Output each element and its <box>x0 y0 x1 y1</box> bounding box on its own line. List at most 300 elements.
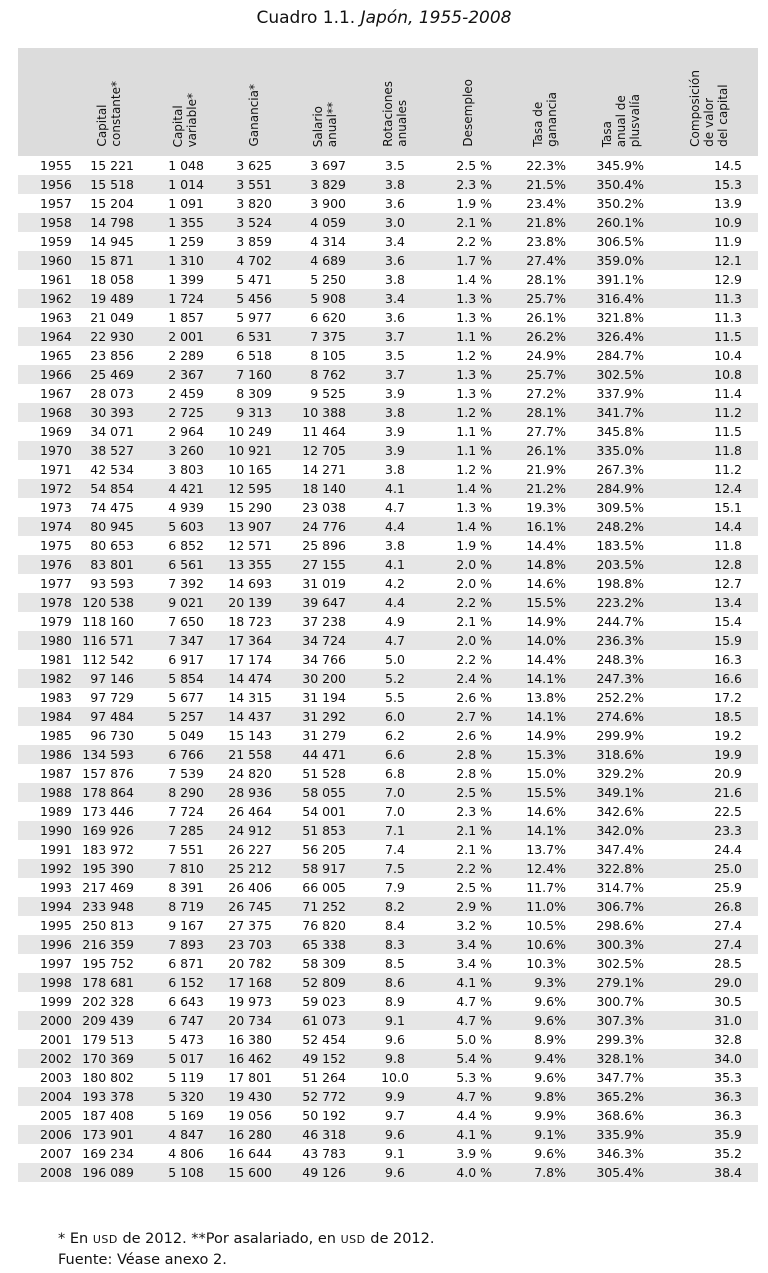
table-row <box>18 308 758 327</box>
table-cell: 14.8% <box>508 555 582 574</box>
column-header <box>288 48 362 156</box>
year-cell: 1976 <box>18 555 68 574</box>
table-cell: 4.0 % <box>428 1163 508 1182</box>
table-cell: 8.3 <box>362 935 428 954</box>
table-cell: 3 820 <box>220 194 288 213</box>
year-cell: 1997 <box>18 954 68 973</box>
table-cell: 93 593 <box>68 574 150 593</box>
table-cell: 4 806 <box>150 1144 220 1163</box>
table-row <box>18 517 758 536</box>
table-cell: 248.2% <box>582 517 660 536</box>
table-row <box>18 498 758 517</box>
table-cell: 1 724 <box>150 289 220 308</box>
table-cell: 4.1 % <box>428 1125 508 1144</box>
table-cell: 16.1% <box>508 517 582 536</box>
table-row <box>18 365 758 384</box>
column-header-label: Composición de valor del capital <box>688 70 730 147</box>
table-cell: 5 250 <box>288 270 362 289</box>
table-cell: 14.4 <box>660 517 758 536</box>
table-cell: 5 017 <box>150 1049 220 1068</box>
table-cell: 6 152 <box>150 973 220 992</box>
table-cell: 9 313 <box>220 403 288 422</box>
table-cell: 7 375 <box>288 327 362 346</box>
table-cell: 349.1% <box>582 783 660 802</box>
table-cell: 3 260 <box>150 441 220 460</box>
table-cell: 23 703 <box>220 935 288 954</box>
table-cell: 11.3 <box>660 308 758 327</box>
table-row <box>18 745 758 764</box>
table-cell: 14.9% <box>508 726 582 745</box>
year-cell: 1971 <box>18 460 68 479</box>
table-cell: 26 464 <box>220 802 288 821</box>
table-cell: 10 249 <box>220 422 288 441</box>
table-cell: 8.9% <box>508 1030 582 1049</box>
table-cell: 10 388 <box>288 403 362 422</box>
table-cell: 196 089 <box>68 1163 150 1182</box>
column-header-label: Capital variable* <box>171 92 199 147</box>
table-row <box>18 213 758 232</box>
table-cell: 3.5 <box>362 156 428 175</box>
table-cell: 6.8 <box>362 764 428 783</box>
table-cell: 19.2 <box>660 726 758 745</box>
table-cell: 391.1% <box>582 270 660 289</box>
table-cell: 3.5 <box>362 346 428 365</box>
table-cell: 51 264 <box>288 1068 362 1087</box>
table-cell: 195 390 <box>68 859 150 878</box>
table-cell: 9.6% <box>508 992 582 1011</box>
table-cell: 15.9 <box>660 631 758 650</box>
table-cell: 14.1% <box>508 669 582 688</box>
table-cell: 169 926 <box>68 821 150 840</box>
table-cell: 6 620 <box>288 308 362 327</box>
table-row <box>18 992 758 1011</box>
table-cell: 216 359 <box>68 935 150 954</box>
table-cell: 23.3 <box>660 821 758 840</box>
table-row <box>18 1068 758 1087</box>
table-cell: 46 318 <box>288 1125 362 1144</box>
table-cell: 11 464 <box>288 422 362 441</box>
table-cell: 195 752 <box>68 954 150 973</box>
table-cell: 83 801 <box>68 555 150 574</box>
column-header <box>18 48 68 156</box>
table-cell: 17 168 <box>220 973 288 992</box>
table-cell: 13.9 <box>660 194 758 213</box>
table-cell: 36.3 <box>660 1087 758 1106</box>
table-cell: 12.7 <box>660 574 758 593</box>
table-cell: 4.7 % <box>428 1087 508 1106</box>
table-cell: 250 813 <box>68 916 150 935</box>
table-cell: 368.6% <box>582 1106 660 1125</box>
table-cell: 7 650 <box>150 612 220 631</box>
table-row <box>18 403 758 422</box>
table-cell: 342.0% <box>582 821 660 840</box>
table-cell: 14.4% <box>508 536 582 555</box>
table-row <box>18 973 758 992</box>
table-cell: 2 367 <box>150 365 220 384</box>
footnote-source: Fuente: Véase anexo 2. <box>58 1252 227 1268</box>
table-cell: 217 469 <box>68 878 150 897</box>
table-cell: 244.7% <box>582 612 660 631</box>
caption-number: Cuadro 1.1. <box>256 8 356 28</box>
table-cell: 16.3 <box>660 650 758 669</box>
table-cell: 9 167 <box>150 916 220 935</box>
table-cell: 52 809 <box>288 973 362 992</box>
column-header <box>220 48 288 156</box>
table-cell: 14 437 <box>220 707 288 726</box>
table-cell: 34 724 <box>288 631 362 650</box>
table-cell: 2.6 % <box>428 688 508 707</box>
table-cell: 3.4 <box>362 289 428 308</box>
table-cell: 1.3 % <box>428 289 508 308</box>
table-cell: 10.3% <box>508 954 582 973</box>
table-cell: 20 139 <box>220 593 288 612</box>
table-cell: 13.4 <box>660 593 758 612</box>
table-row <box>18 878 758 897</box>
table-cell: 28.1% <box>508 270 582 289</box>
table-row <box>18 650 758 669</box>
table-cell: 2.9 % <box>428 897 508 916</box>
table-cell: 7.4 <box>362 840 428 859</box>
table-cell: 306.7% <box>582 897 660 916</box>
column-header-label: Tasa de ganancia <box>531 92 559 147</box>
table-cell: 13.7% <box>508 840 582 859</box>
year-cell: 1957 <box>18 194 68 213</box>
table-cell: 19 973 <box>220 992 288 1011</box>
year-cell: 1986 <box>18 745 68 764</box>
table-row <box>18 593 758 612</box>
table-cell: 260.1% <box>582 213 660 232</box>
year-cell: 2002 <box>18 1049 68 1068</box>
table-row <box>18 479 758 498</box>
table-cell: 178 864 <box>68 783 150 802</box>
table-cell: 8 719 <box>150 897 220 916</box>
year-cell: 2006 <box>18 1125 68 1144</box>
table-cell: 18.5 <box>660 707 758 726</box>
table-cell: 3.4 <box>362 232 428 251</box>
table-cell: 5 471 <box>220 270 288 289</box>
table-cell: 9.4% <box>508 1049 582 1068</box>
table-cell: 1.3 % <box>428 365 508 384</box>
year-cell: 1956 <box>18 175 68 194</box>
table-cell: 4.1 % <box>428 973 508 992</box>
year-cell: 1968 <box>18 403 68 422</box>
table-cell: 7.8% <box>508 1163 582 1182</box>
table-cell: 4.9 <box>362 612 428 631</box>
table-cell: 14 798 <box>68 213 150 232</box>
table-cell: 21 558 <box>220 745 288 764</box>
table-cell: 316.4% <box>582 289 660 308</box>
table-cell: 8 762 <box>288 365 362 384</box>
table-cell: 347.4% <box>582 840 660 859</box>
table-cell: 173 901 <box>68 1125 150 1144</box>
table-cell: 7.5 <box>362 859 428 878</box>
table-cell: 29.0 <box>660 973 758 992</box>
table-cell: 236.3% <box>582 631 660 650</box>
table-cell: 54 001 <box>288 802 362 821</box>
table-cell: 14 945 <box>68 232 150 251</box>
table-cell: 1.3 % <box>428 308 508 327</box>
table-cell: 3.8 <box>362 175 428 194</box>
table-cell: 1.2 % <box>428 346 508 365</box>
table-cell: 4.1 <box>362 555 428 574</box>
table-cell: 1.4 % <box>428 479 508 498</box>
year-cell: 1988 <box>18 783 68 802</box>
table-row <box>18 441 758 460</box>
table-cell: 96 730 <box>68 726 150 745</box>
table-cell: 6 531 <box>220 327 288 346</box>
table-cell: 5 977 <box>220 308 288 327</box>
table-cell: 10 921 <box>220 441 288 460</box>
table-cell: 3.9 % <box>428 1144 508 1163</box>
table-cell: 5.0 <box>362 650 428 669</box>
table-row <box>18 840 758 859</box>
table-cell: 97 484 <box>68 707 150 726</box>
table-cell: 6 643 <box>150 992 220 1011</box>
table-cell: 14 315 <box>220 688 288 707</box>
table-cell: 25.7% <box>508 365 582 384</box>
table-cell: 26.1% <box>508 308 582 327</box>
table-cell: 2 725 <box>150 403 220 422</box>
table-cell: 6.6 <box>362 745 428 764</box>
table-cell: 3.6 <box>362 194 428 213</box>
table-cell: 365.2% <box>582 1087 660 1106</box>
table-cell: 3.9 <box>362 422 428 441</box>
table-cell: 8.6 <box>362 973 428 992</box>
table-cell: 11.5 <box>660 422 758 441</box>
table-cell: 1 091 <box>150 194 220 213</box>
table-cell: 38 527 <box>68 441 150 460</box>
table-cell: 27.2% <box>508 384 582 403</box>
column-header-label: Rotaciones anuales <box>381 81 409 147</box>
year-cell: 1984 <box>18 707 68 726</box>
table-cell: 2.1 % <box>428 612 508 631</box>
table-cell: 299.9% <box>582 726 660 745</box>
table-row <box>18 289 758 308</box>
table-cell: 1 048 <box>150 156 220 175</box>
table-cell: 26 227 <box>220 840 288 859</box>
table-row <box>18 726 758 745</box>
table-row <box>18 156 758 175</box>
year-cell: 1973 <box>18 498 68 517</box>
table-cell: 39 647 <box>288 593 362 612</box>
table-cell: 2.0 % <box>428 631 508 650</box>
table-cell: 16 280 <box>220 1125 288 1144</box>
table-cell: 34 766 <box>288 650 362 669</box>
table-cell: 10.4 <box>660 346 758 365</box>
table-cell: 30 200 <box>288 669 362 688</box>
table-cell: 14 474 <box>220 669 288 688</box>
footnote-units: * En USD de 2012. **Por asalariado, en USD de 2012. <box>58 1231 435 1247</box>
table-cell: 15 290 <box>220 498 288 517</box>
year-cell: 2007 <box>18 1144 68 1163</box>
year-cell: 1963 <box>18 308 68 327</box>
table-cell: 7 893 <box>150 935 220 954</box>
table-cell: 3.6 <box>362 308 428 327</box>
table-cell: 9.1 <box>362 1144 428 1163</box>
table-cell: 8.5 <box>362 954 428 973</box>
table-cell: 80 653 <box>68 536 150 555</box>
year-cell: 1974 <box>18 517 68 536</box>
table-cell: 4 939 <box>150 498 220 517</box>
table-cell: 26 745 <box>220 897 288 916</box>
table-row <box>18 612 758 631</box>
table-cell: 97 729 <box>68 688 150 707</box>
table-cell: 31 279 <box>288 726 362 745</box>
table-cell: 15.5% <box>508 783 582 802</box>
column-header <box>660 48 758 156</box>
table-cell: 321.8% <box>582 308 660 327</box>
table-cell: 51 528 <box>288 764 362 783</box>
table-cell: 59 023 <box>288 992 362 1011</box>
table-cell: 2.2 % <box>428 232 508 251</box>
table-cell: 5 108 <box>150 1163 220 1182</box>
table-cell: 170 369 <box>68 1049 150 1068</box>
table-cell: 21 049 <box>68 308 150 327</box>
table-cell: 180 802 <box>68 1068 150 1087</box>
table-cell: 12.4 <box>660 479 758 498</box>
table-cell: 3.8 <box>362 270 428 289</box>
table-row <box>18 916 758 935</box>
table-cell: 5 603 <box>150 517 220 536</box>
year-cell: 1992 <box>18 859 68 878</box>
table-cell: 11.4 <box>660 384 758 403</box>
table-cell: 193 378 <box>68 1087 150 1106</box>
year-cell: 1991 <box>18 840 68 859</box>
table-cell: 3 625 <box>220 156 288 175</box>
table-cell: 7.0 <box>362 802 428 821</box>
table-cell: 14 693 <box>220 574 288 593</box>
table-cell: 3 829 <box>288 175 362 194</box>
table-cell: 16 380 <box>220 1030 288 1049</box>
table-cell: 13.8% <box>508 688 582 707</box>
table-cell: 5 677 <box>150 688 220 707</box>
table-cell: 15 518 <box>68 175 150 194</box>
table-cell: 34.0 <box>660 1049 758 1068</box>
table-row <box>18 270 758 289</box>
table-cell: 1.1 % <box>428 441 508 460</box>
year-cell: 1990 <box>18 821 68 840</box>
table-cell: 322.8% <box>582 859 660 878</box>
table-cell: 12.4% <box>508 859 582 878</box>
year-cell: 1998 <box>18 973 68 992</box>
year-cell: 1999 <box>18 992 68 1011</box>
table-cell: 15 871 <box>68 251 150 270</box>
table-cell: 8 290 <box>150 783 220 802</box>
table-row <box>18 897 758 916</box>
table-row <box>18 1144 758 1163</box>
table-cell: 26.2% <box>508 327 582 346</box>
table-cell: 24.4 <box>660 840 758 859</box>
table-cell: 3.6 <box>362 251 428 270</box>
table-cell: 12.9 <box>660 270 758 289</box>
table-cell: 3.7 <box>362 327 428 346</box>
table-cell: 179 513 <box>68 1030 150 1049</box>
table-cell: 2.3 % <box>428 802 508 821</box>
year-cell: 1961 <box>18 270 68 289</box>
table-cell: 2.3 % <box>428 175 508 194</box>
table-cell: 3.4 % <box>428 954 508 973</box>
table-cell: 4.7 % <box>428 1011 508 1030</box>
table-cell: 7.1 <box>362 821 428 840</box>
table-cell: 169 234 <box>68 1144 150 1163</box>
table-cell: 71 252 <box>288 897 362 916</box>
table-cell: 9.6% <box>508 1011 582 1030</box>
table-cell: 350.2% <box>582 194 660 213</box>
table-cell: 19 489 <box>68 289 150 308</box>
year-cell: 1978 <box>18 593 68 612</box>
year-cell: 1958 <box>18 213 68 232</box>
table-cell: 26 406 <box>220 878 288 897</box>
table-cell: 1 399 <box>150 270 220 289</box>
table-cell: 65 338 <box>288 935 362 954</box>
table-cell: 4.4 <box>362 517 428 536</box>
table-cell: 9.6 <box>362 1030 428 1049</box>
table-cell: 3.7 <box>362 365 428 384</box>
table-cell: 5.5 <box>362 688 428 707</box>
table-cell: 27.4 <box>660 916 758 935</box>
table-cell: 58 917 <box>288 859 362 878</box>
table-cell: 2.1 % <box>428 213 508 232</box>
table-cell: 32.8 <box>660 1030 758 1049</box>
table-cell: 347.7% <box>582 1068 660 1087</box>
year-cell: 1995 <box>18 916 68 935</box>
year-cell: 1981 <box>18 650 68 669</box>
table-cell: 31 194 <box>288 688 362 707</box>
table-cell: 5 049 <box>150 726 220 745</box>
table-cell: 18 723 <box>220 612 288 631</box>
table-row <box>18 555 758 574</box>
table-caption <box>0 8 768 28</box>
table-cell: 97 146 <box>68 669 150 688</box>
table-cell: 7 551 <box>150 840 220 859</box>
table-cell: 9.6% <box>508 1144 582 1163</box>
table-cell: 284.9% <box>582 479 660 498</box>
table-body <box>18 156 758 1182</box>
table-cell: 9.6% <box>508 1068 582 1087</box>
year-cell: 1994 <box>18 897 68 916</box>
table-cell: 23.4% <box>508 194 582 213</box>
year-cell: 1977 <box>18 574 68 593</box>
table-row <box>18 1125 758 1144</box>
table-cell: 3.8 <box>362 536 428 555</box>
year-cell: 2008 <box>18 1163 68 1182</box>
column-header <box>582 48 660 156</box>
table-cell: 14.0% <box>508 631 582 650</box>
table-cell: 31.0 <box>660 1011 758 1030</box>
table-cell: 23 856 <box>68 346 150 365</box>
table-cell: 157 876 <box>68 764 150 783</box>
table-cell: 37 238 <box>288 612 362 631</box>
table-cell: 4.4 <box>362 593 428 612</box>
table-cell: 27 155 <box>288 555 362 574</box>
table-cell: 13 355 <box>220 555 288 574</box>
table-cell: 16 644 <box>220 1144 288 1163</box>
table-cell: 178 681 <box>68 973 150 992</box>
table-cell: 3.2 % <box>428 916 508 935</box>
header-row <box>18 48 758 156</box>
table-cell: 14.6% <box>508 802 582 821</box>
year-cell: 1980 <box>18 631 68 650</box>
table-cell: 318.6% <box>582 745 660 764</box>
table-cell: 24 912 <box>220 821 288 840</box>
table-cell: 6 561 <box>150 555 220 574</box>
table-cell: 2.0 % <box>428 555 508 574</box>
year-cell: 2003 <box>18 1068 68 1087</box>
year-cell: 1955 <box>18 156 68 175</box>
table-cell: 10.0 <box>362 1068 428 1087</box>
table-cell: 4 847 <box>150 1125 220 1144</box>
table-cell: 26.1% <box>508 441 582 460</box>
